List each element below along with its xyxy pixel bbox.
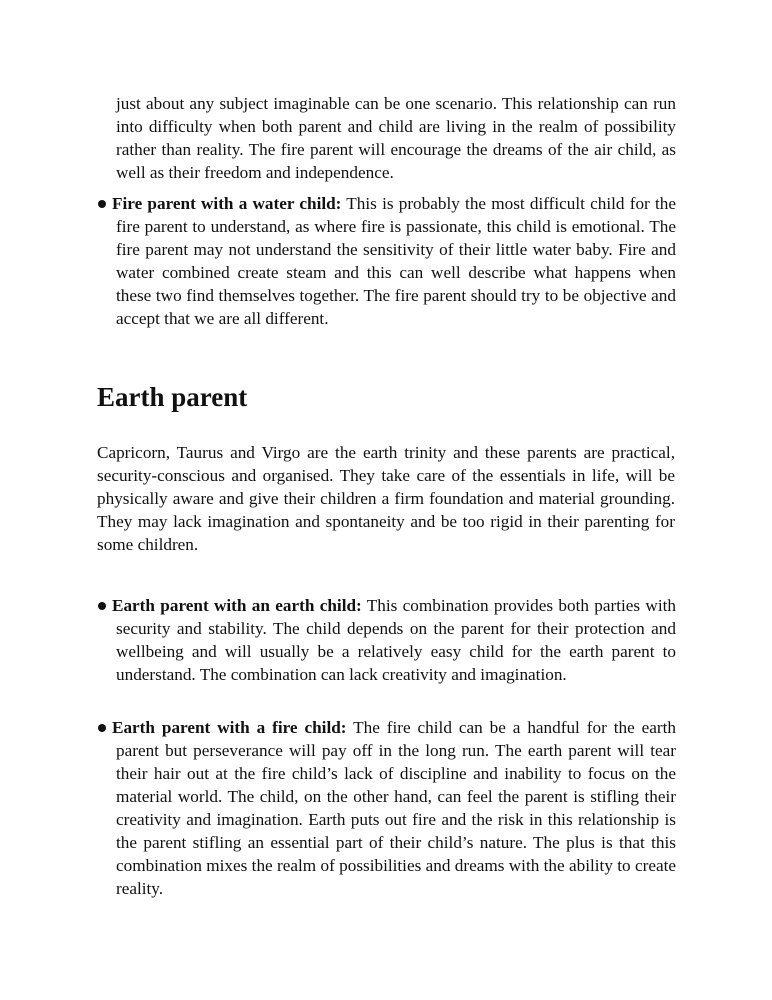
intro-paragraph: Capricorn, Taurus and Virgo are the earth trinity and these parents are practical, security-conscious and organised. They take care of the essentials in life, will be physically aware and give their children a firm foundation and material grounding. They may lack imagination and spontaneity and be too rigid in their parenting for some children.	[97, 443, 675, 554]
continuation-paragraph: just about any subject imaginable can be one scenario. This relationship can run into difficulty when both parent and child are living in the realm of possibility rather than reality. The fire parent will encourage the dreams of the air child, as well as their freedom and independence.	[116, 94, 676, 182]
bullet-term: Earth parent with an earth child:	[112, 596, 362, 615]
bullet-dot-icon	[98, 724, 106, 732]
bullet-earth-earth	[98, 594, 676, 686]
bullet-earth-fire-text	[98, 716, 676, 900]
bullet-earth-earth-text	[98, 594, 676, 686]
bullet-fire-water	[98, 192, 676, 330]
bullet-body: This combination provides both parties with security and stability. The child depends on the parent for their protection and wellbeing and will usually be a relatively easy child for the earth parent to understand. The combination can lack creativity and imagination.	[116, 596, 676, 684]
section-heading: Earth parent	[97, 382, 248, 412]
bullet-term: Earth parent with a fire child:	[112, 718, 347, 737]
bullet-body: This is probably the most difficult child for the fire parent to understand, as where fire is passionate, this child is emotional. The fire parent may not understand the sensitivity of their little water baby. Fire and water combined create steam and this can well describe what happens when these two find themselves together. The fire parent should try to be objective and accept that we are all different.	[116, 194, 676, 328]
bullet-body: The fire child can be a handful for the earth parent but perseverance will pay off in the long run. The earth parent will tear their hair out at the fire child’s lack of discipline and inability to focus on the material world. The child, on the other hand, can feel the parent is stifling their creativity and imagination. Earth puts out fire and the risk in this relationship is the parent stifling an essential part of their child’s nature. The plus is that this combination mixes the realm of possibilities and dreams with the ability to create reality.	[116, 718, 676, 898]
bullet-term: Fire parent with a water child:	[112, 194, 342, 213]
bullet-earth-fire	[98, 716, 676, 900]
bullet-dot-icon	[98, 602, 106, 610]
bullet-dot-icon	[98, 200, 106, 208]
bullet-fire-water-text	[98, 192, 676, 330]
